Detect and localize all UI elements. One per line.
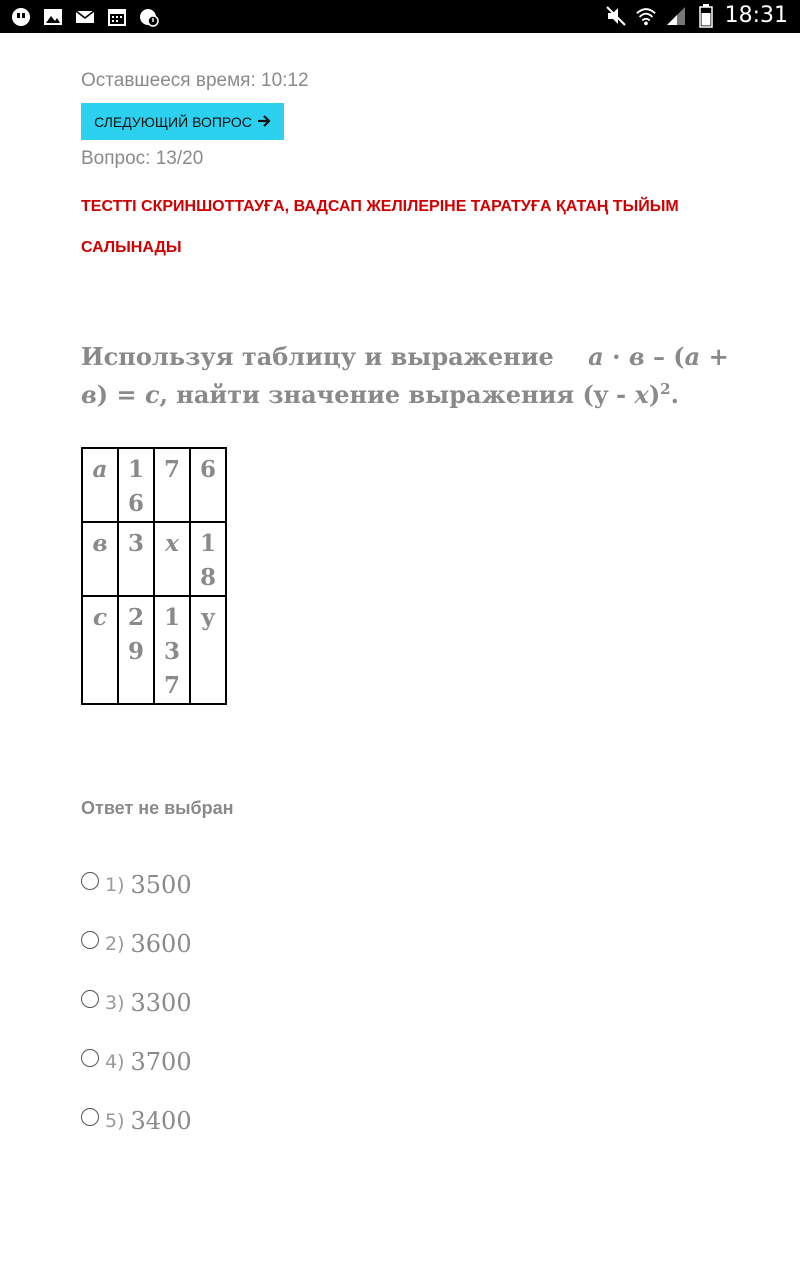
option-number: 5) [105,1110,125,1132]
table-cell: 137 [154,596,190,704]
arrow-right-icon [258,114,271,130]
answer-option-4[interactable] [81,1047,192,1077]
hangouts-icon [10,6,32,28]
table-cell: 18 [190,522,226,596]
remaining-time: Оставшееся время: 10:12 [81,70,309,91]
table-cell: 29 [118,596,154,704]
table-row [82,448,226,522]
expr-part-2: ) = [96,380,137,409]
table-cell: 6 [190,448,226,522]
question-counter: Вопрос: 13/20 [81,148,204,169]
status-bar [0,0,800,33]
table-cell: x [154,522,190,596]
gallery-icon [42,6,64,28]
row-label: a [82,448,118,522]
battery-icon [695,5,717,27]
notification-icon [138,6,160,28]
question-end: . [670,380,679,409]
table-cell: y [190,596,226,704]
expr-v: в [628,342,645,371]
option-number: 4) [105,1051,125,1073]
power: 2 [660,380,671,398]
radio-button[interactable] [81,1049,99,1067]
table-row [82,522,226,596]
option-value: 3500 [130,871,192,899]
data-table [81,447,227,705]
radio-button[interactable] [81,990,99,1008]
clock: 18:31 [724,3,788,28]
expr-plus: + [708,342,729,371]
table-row [82,596,226,704]
question-lead: Используя таблицу и выражение [81,342,554,371]
option-value: 3600 [130,930,192,958]
email-icon [74,6,96,28]
answer-option-3[interactable] [81,988,192,1018]
next-question-label: СЛЕДУЮЩИЙ ВОПРОС [94,113,252,130]
option-number: 3) [105,992,125,1014]
mute-icon [605,5,627,27]
tail-close: ) [648,380,661,409]
question-tail: , найти значение выражения (y - [159,380,627,409]
expr-v2: в [81,380,97,409]
expr-dot: · [612,342,621,371]
next-question-button[interactable] [81,103,284,140]
table-cell: 3 [118,522,154,596]
option-value: 3300 [130,989,192,1017]
calendar-icon [106,6,128,28]
option-value: 3400 [130,1107,192,1135]
signal-icon [665,5,687,27]
table-cell: 16 [118,448,154,522]
wifi-icon [635,5,657,27]
option-number: 1) [105,874,125,896]
expr-part-1: – ( [652,342,685,371]
answer-status: Ответ не выбран [81,798,234,818]
tail-x: x [634,380,649,409]
radio-button[interactable] [81,872,99,890]
expr-a2: a [684,342,701,371]
answer-option-2[interactable] [81,929,192,959]
row-label: в [82,522,118,596]
expr-c: c [144,380,160,409]
radio-button[interactable] [81,1108,99,1126]
answer-option-1[interactable] [81,870,192,900]
option-value: 3700 [130,1048,192,1076]
warning-text: ТЕСТТІ СКРИНШОТТАУҒА, ВАДСАП ЖЕЛІЛЕРІНЕ ТАРАТУҒА ҚАТАҢ ТЫЙЫМ САЛЫНАДЫ [81,198,679,256]
table-cell: 7 [154,448,190,522]
radio-button[interactable] [81,931,99,949]
notification-icons [10,6,160,28]
system-icons [605,3,788,29]
option-number: 2) [105,933,125,955]
row-label: c [82,596,118,704]
question-text [81,338,731,414]
expr-a: a [588,342,604,371]
answer-option-5[interactable] [81,1106,192,1136]
